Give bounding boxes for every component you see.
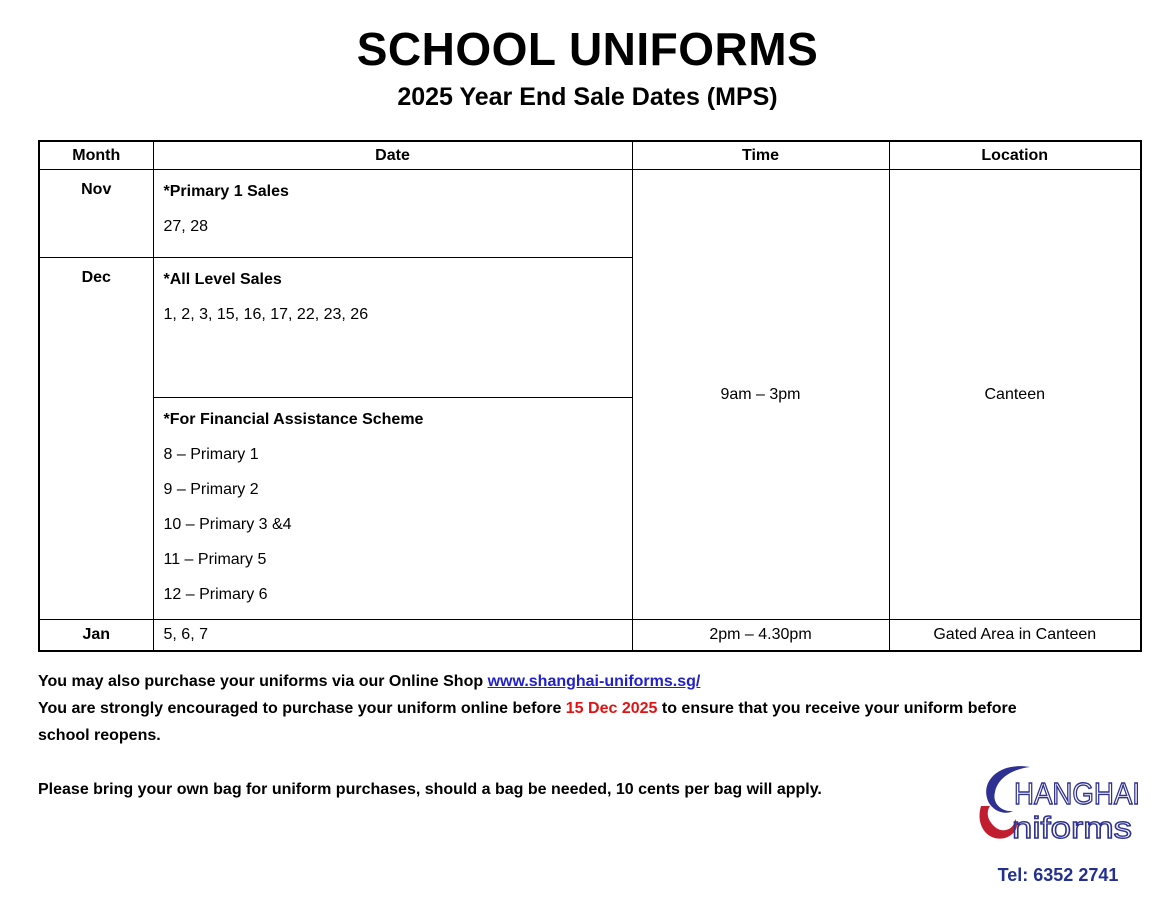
deadline-text-prefix: You are strongly encouraged to purchase your uniform online before <box>38 700 566 717</box>
month-nov: Nov <box>39 170 153 258</box>
deadline-date: 15 Dec 2025 <box>565 700 658 717</box>
deadline-note <box>38 695 1043 749</box>
deadline-text-suffix: to ensure that you receive your uniform before school reopens. <box>38 700 1017 744</box>
fas-item: 10 – Primary 3 &4 <box>163 516 292 533</box>
fas-title: *For Financial Assistance Scheme <box>163 411 424 428</box>
date-cell-jan: 5, 6, 7 <box>153 620 632 651</box>
logo-text-hanghai: HANGHAI <box>1014 776 1140 811</box>
location-cell-jan: Gated Area in Canteen <box>889 620 1141 651</box>
header-month: Month <box>39 141 153 170</box>
online-shop-note <box>38 668 1043 695</box>
nov-sale-days: 27, 28 <box>163 218 208 235</box>
table-row-jan <box>39 620 1141 651</box>
page-title: SCHOOL UNIFORMS <box>356 23 819 75</box>
shanghai-uniforms-logo <box>969 764 1147 886</box>
logo-graphic <box>972 764 1144 850</box>
time-cell-merged: 9am – 3pm <box>632 170 889 620</box>
fas-item: 8 – Primary 1 <box>163 446 259 463</box>
date-cell-nov <box>153 170 632 258</box>
location-cell-merged: Canteen <box>889 170 1141 620</box>
time-cell-jan: 2pm – 4.30pm <box>632 620 889 651</box>
date-cell-dec-all-level <box>153 258 632 398</box>
dec-sale-title: *All Level Sales <box>163 271 282 288</box>
header-time: Time <box>632 141 889 170</box>
header-location: Location <box>889 141 1141 170</box>
fas-item: 11 – Primary 5 <box>163 551 267 568</box>
page-subtitle: 2025 Year End Sale Dates (MPS) <box>397 83 778 111</box>
fas-item: 12 – Primary 6 <box>163 586 268 603</box>
header-date: Date <box>153 141 632 170</box>
month-dec: Dec <box>39 258 153 620</box>
month-jan: Jan <box>39 620 153 651</box>
bag-note: Please bring your own bag for uniform purchases, should a bag be needed, 10 cents per bag will apply. <box>38 781 822 798</box>
telephone-number: Tel: 6352 2741 <box>997 865 1119 885</box>
notes-section <box>38 668 1043 803</box>
nov-sale-title: *Primary 1 Sales <box>163 183 289 200</box>
sale-dates-table <box>38 140 1142 652</box>
table-header-row <box>39 141 1141 170</box>
online-shop-link[interactable]: www.shanghai-uniforms.sg/ <box>487 673 701 690</box>
logo-text-niforms: niforms <box>1012 810 1132 845</box>
table-row-nov <box>39 170 1141 258</box>
online-shop-text: You may also purchase your uniforms via our Online Shop <box>38 673 488 690</box>
date-cell-dec-fas <box>153 398 632 620</box>
fas-item: 9 – Primary 2 <box>163 481 259 498</box>
dec-sale-days: 1, 2, 3, 15, 16, 17, 22, 23, 26 <box>163 306 369 323</box>
